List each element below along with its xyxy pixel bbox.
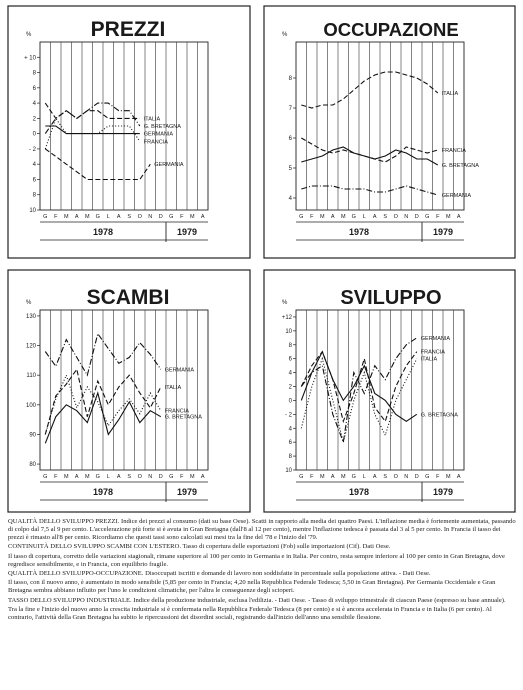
series-label: G. BRETAGNA: [441, 163, 479, 169]
y-tick-label: 8: [32, 70, 36, 77]
x-tick-label: G: [299, 214, 304, 220]
note-paragraph: QUALITÀ DELLO SVILUPPO-OCCUPAZIONE. Disoccupati iscritti e domande di lavoro non soddisfatte in percentuale sulla popolazione attiva. - Dati Oese.: [8, 569, 431, 577]
y-tick-label: 7: [288, 106, 292, 112]
year-label: 1979: [176, 227, 198, 237]
year-label: 1978: [348, 487, 370, 497]
x-tick-label: M: [319, 214, 325, 220]
x-tick-label: A: [74, 474, 79, 480]
series-label: FRANCIA: [420, 349, 445, 356]
series-label: ITALIA: [420, 356, 438, 363]
notes-text: [8, 518, 516, 623]
series-label: GERMANIA: [143, 131, 174, 138]
x-tick-label: F: [54, 474, 58, 480]
x-tick-label: S: [127, 474, 132, 480]
x-tick-label: L: [362, 214, 366, 220]
x-tick-label: S: [127, 214, 132, 220]
x-tick-label: F: [310, 214, 314, 220]
y-tick-label: 10: [285, 468, 292, 474]
x-tick-label: A: [456, 214, 461, 220]
x-tick-label: N: [148, 474, 153, 480]
x-tick-label: M: [63, 474, 69, 480]
x-tick-label: A: [74, 214, 79, 220]
y-unit-label: %: [26, 32, 32, 38]
year-label: 1979: [432, 487, 454, 497]
x-tick-label: G: [299, 474, 304, 480]
x-tick-label: A: [116, 214, 121, 220]
x-tick-label: L: [106, 214, 110, 220]
x-tick-label: G: [425, 214, 430, 220]
y-tick-label: 10: [29, 208, 36, 214]
x-tick-label: M: [63, 214, 69, 220]
x-tick-label: N: [404, 214, 409, 220]
y-unit-label: %: [282, 300, 288, 306]
x-tick-label: M: [340, 474, 346, 480]
x-tick-label: A: [116, 474, 121, 480]
x-tick-label: M: [445, 474, 451, 480]
x-tick-label: M: [189, 214, 195, 220]
x-tick-label: G: [351, 474, 356, 480]
series-label: ITALIA: [164, 385, 182, 392]
chart-panel-sviluppo: [264, 270, 515, 512]
x-tick-label: D: [158, 214, 163, 220]
chart-title: SCAMBI: [86, 286, 170, 309]
y-unit-label: %: [26, 300, 32, 306]
y-tick-label: 8: [288, 454, 292, 461]
y-tick-label: 8: [288, 76, 292, 82]
x-tick-label: A: [372, 474, 377, 480]
x-tick-label: O: [393, 214, 398, 220]
x-tick-label: G: [95, 214, 100, 220]
x-tick-label: O: [137, 214, 142, 220]
y-tick-label: 110: [26, 373, 36, 380]
y-tick-label: 4: [288, 426, 292, 433]
y-tick-label: 90: [29, 432, 36, 439]
y-tick-label: 80: [29, 462, 36, 469]
y-tick-label: 6: [288, 440, 292, 447]
y-tick-label: 4: [32, 162, 36, 169]
note-paragraph: Tra la fine e l'inizio del nuovo anno la crescita industriale si è confermata nella Repubblica Federale Tedesca (8 per cento) e si è ancora accelerata in Francia e in Italia (6 per cento). Al contrario, l'attività della Gran Bretagna ha subito le ripercussioni dei disordini sociali, registrando dall'inizio dell'anno una sensibile flessione.: [8, 606, 492, 621]
y-tick-label: 2: [288, 384, 292, 391]
y-tick-label: 6: [288, 136, 292, 142]
y-tick-label: 10: [285, 328, 292, 335]
y-tick-label: 0: [32, 131, 36, 138]
x-tick-label: S: [383, 214, 388, 220]
series-label: GERMANIA: [154, 162, 184, 169]
y-tick-label: - 2: [28, 146, 36, 153]
chart-panel-scambi: [8, 270, 250, 512]
x-tick-label: G: [43, 214, 48, 220]
series-label: FRANCIA: [164, 408, 189, 415]
x-tick-label: F: [180, 214, 184, 220]
x-tick-label: A: [456, 474, 461, 480]
x-tick-label: O: [393, 474, 398, 480]
x-tick-label: M: [84, 214, 90, 220]
chart-panel-prezzi: [8, 6, 250, 258]
chart-panel-occupazione: [264, 6, 515, 258]
x-tick-label: F: [436, 214, 440, 220]
y-tick-label: 8: [288, 342, 292, 349]
x-tick-label: L: [106, 474, 110, 480]
note-paragraph: QUALITÀ DELLO SVILUPPO PREZZI. Indice dei prezzi al consumo (dati su base Oese). Scatti in rapporto alla media dei quattro Paesi. L'inflazione media è fortemente aumentata, passando di colpo dal 7,5 al 9 per cento. L'accelerazione più forte si è avuta in Gran Bretagna (dall'8 al 12 per cento), mentre l'inflazione tedesca è passata dal 3 al 5 per cento. In Francia il tasso dei prezzi è rimasto all'8 per cento. Ricordiamo che questi tassi sono calcolati sui mesi tra la fine del '78 e l'inizio del '79.: [8, 518, 516, 541]
note-paragraph: CONTINUITÀ DELLO SVILUPPO SCAMBI CON L'ESTERO. Tasso di copertura delle esportazioni (Fob) sulle importazioni (Cif). Dati Oese.: [8, 543, 391, 551]
series-label: GERMANIA: [164, 367, 195, 374]
series-label: GERMANIA: [441, 193, 472, 199]
x-tick-label: M: [319, 474, 325, 480]
note-paragraph: TASSO DELLO SVILUPPO INDUSTRIALE. Indice della produzione industriale, esclusa l'edilizia. - Dati Oese. - Tasso di sviluppo trimestrale di ciascun Paese (espresso su base annuale).: [8, 596, 506, 604]
y-tick-label: 0: [288, 398, 292, 405]
x-tick-label: F: [436, 474, 440, 480]
y-tick-label: 4: [288, 196, 292, 202]
y-tick-label: +12: [281, 314, 292, 321]
x-tick-label: D: [414, 214, 419, 220]
x-tick-label: A: [372, 214, 377, 220]
year-label: 1979: [432, 227, 454, 237]
x-tick-label: L: [362, 474, 366, 480]
y-tick-label: 6: [32, 177, 36, 184]
y-tick-label: 2: [32, 116, 36, 123]
x-tick-label: F: [180, 474, 184, 480]
y-tick-label: 6: [288, 356, 292, 363]
series-label: GERMANIA: [420, 335, 451, 342]
x-tick-label: G: [425, 474, 430, 480]
year-label: 1978: [92, 227, 114, 237]
x-tick-label: G: [43, 474, 48, 480]
x-tick-label: A: [330, 474, 335, 480]
series-label: ITALIA: [143, 116, 161, 123]
x-tick-label: O: [137, 474, 142, 480]
x-tick-label: G: [95, 474, 100, 480]
x-tick-label: G: [169, 214, 174, 220]
series-label: G. BRETAGNA: [420, 412, 458, 419]
y-tick-label: 120: [25, 343, 36, 350]
y-tick-label: 8: [32, 192, 36, 199]
x-tick-label: M: [340, 214, 346, 220]
y-tick-label: 4: [288, 370, 292, 377]
x-tick-label: A: [200, 214, 205, 220]
y-tick-label: 100: [25, 402, 36, 409]
x-tick-label: F: [310, 474, 314, 480]
series-label: G. BRETAGNA: [164, 414, 202, 421]
y-tick-label: - 2: [284, 412, 292, 419]
series-label: ITALIA: [441, 91, 459, 97]
series-label: FRANCIA: [441, 148, 466, 154]
note-paragraph: Il tasso, con il nuovo anno, è aumentato in modo sensibile (5,85 per cento in Francia; 4,20 nella Repubblica Federale Tedesca; 5,50 in Gran Bretagna). Per Germania Occidentale e Gran Bretagna sembra abbiano influito per l'uno le condizioni climatiche, per l'altra le conseguenze degli scioperi.: [8, 579, 496, 595]
x-tick-label: N: [148, 214, 153, 220]
series-label: FRANCIA: [143, 139, 168, 146]
panel-frame: [8, 6, 250, 258]
chart-title: PREZZI: [90, 18, 166, 41]
y-tick-label: 6: [32, 85, 36, 92]
chart-title: OCCUPAZIONE: [323, 19, 459, 40]
x-tick-label: S: [383, 474, 388, 480]
x-tick-label: N: [404, 474, 409, 480]
panel-frame: [264, 6, 515, 258]
x-tick-label: G: [169, 474, 174, 480]
year-label: 1978: [348, 227, 370, 237]
series-label: G. BRETAGNA: [143, 124, 181, 130]
x-tick-label: F: [54, 214, 58, 220]
x-tick-label: M: [445, 214, 451, 220]
note-paragraph: Il tasso di copertura, corretto delle variazioni stagionali, rimane superiore al 100 per cento in Germania e in Italia. Per contro, resta sempre inferiore al 100 per cento in Gran Bretagna, dove regredisce sensibilmente, e in Francia, con equilibrio fragile.: [8, 552, 505, 568]
y-tick-label: + 10: [24, 55, 36, 62]
year-label: 1979: [176, 487, 198, 497]
y-tick-label: 5: [288, 166, 292, 172]
x-tick-label: D: [414, 474, 419, 480]
x-tick-label: A: [200, 474, 205, 480]
y-unit-label: %: [282, 32, 288, 38]
x-tick-label: M: [189, 474, 195, 480]
x-tick-label: D: [158, 474, 163, 480]
chart-title: SVILUPPO: [340, 287, 442, 309]
y-tick-label: 4: [32, 101, 36, 108]
year-label: 1978: [92, 487, 114, 497]
x-tick-label: M: [84, 474, 90, 480]
y-tick-label: 130: [25, 313, 36, 320]
x-tick-label: A: [330, 214, 335, 220]
x-tick-label: G: [351, 214, 356, 220]
